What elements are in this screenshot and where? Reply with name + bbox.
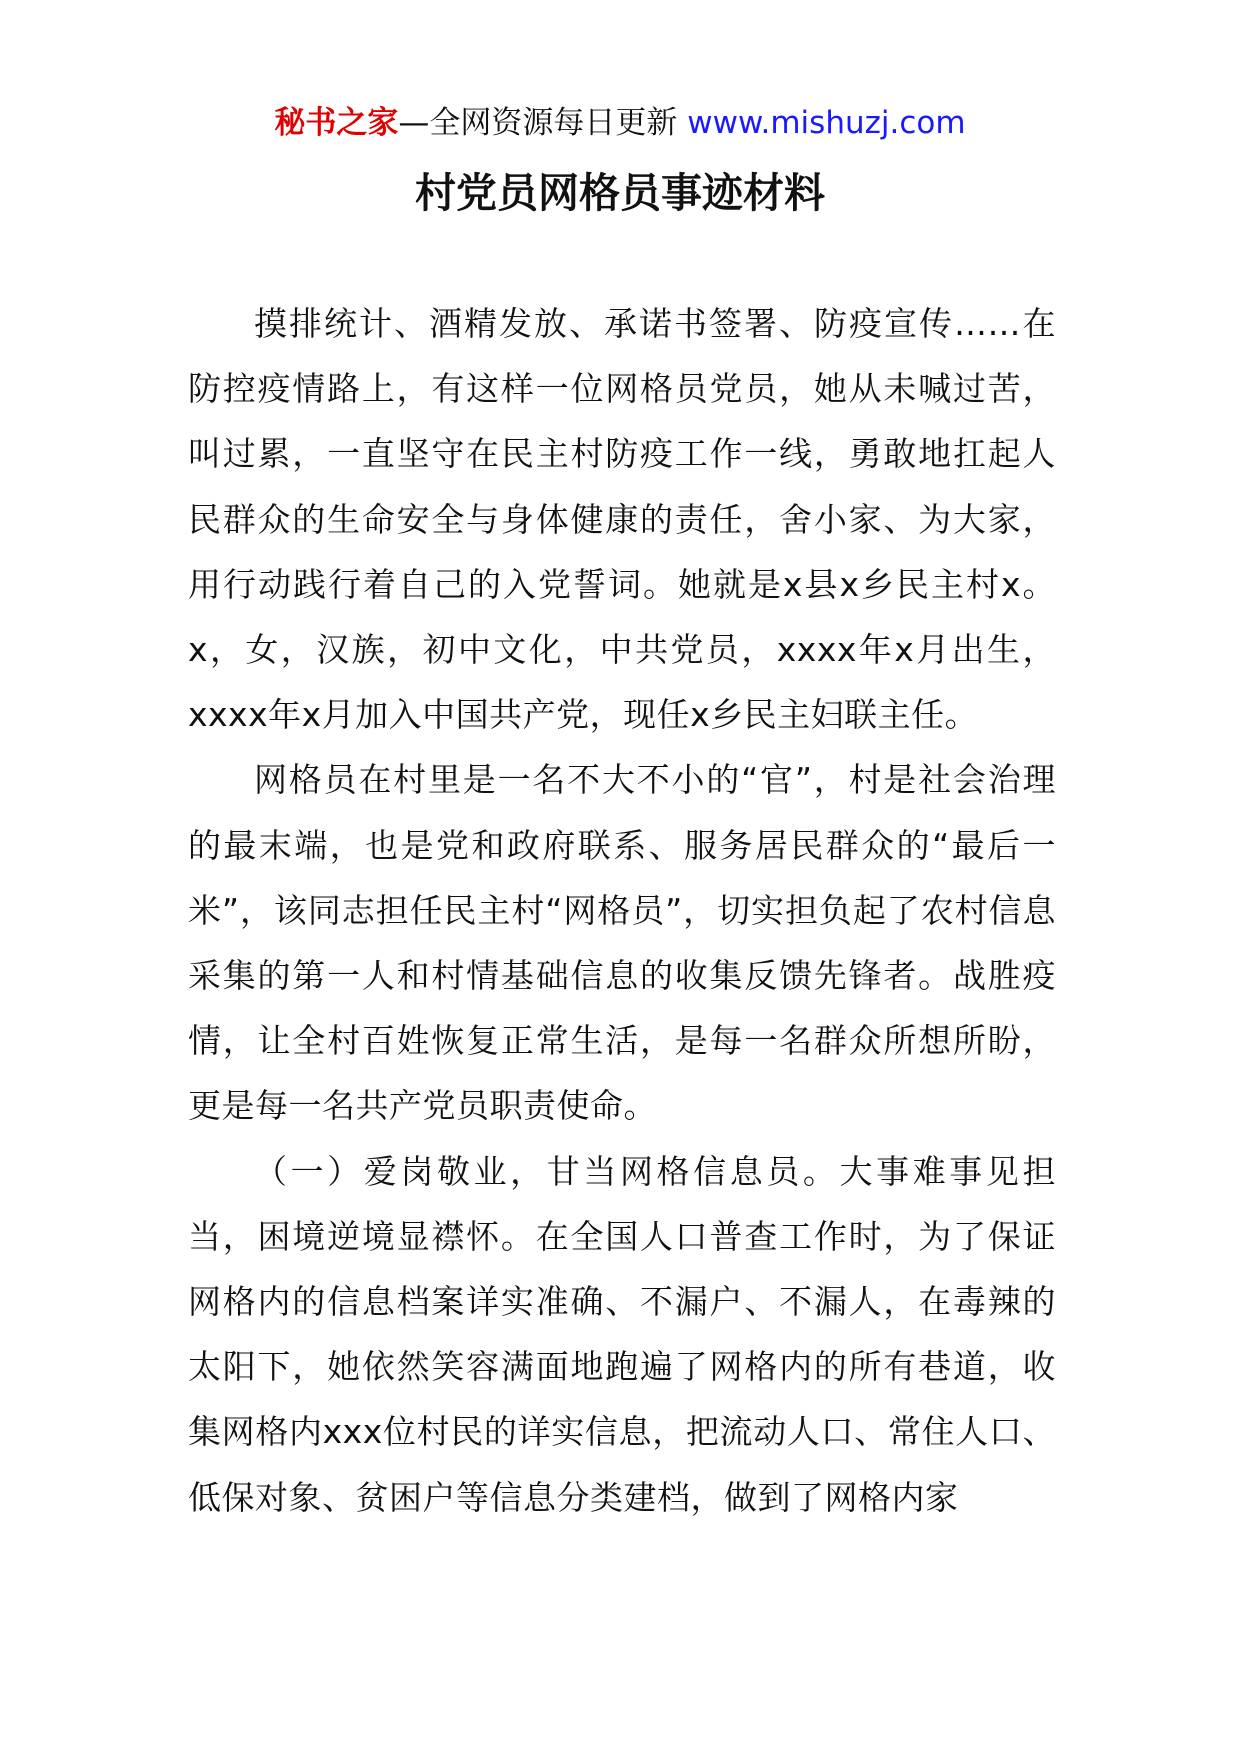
paragraph-section-one: （一）爱岗敬业，甘当网格信息员。大事难事见担当，困境逆境显襟怀。在全国人口普查工作时，为了保证网格内的信息档案详实准确、不漏户、不漏人，在毒辣的太阳下，她依然笑容满面地跑遍了网格内的所有巷道，收集网格内xxx位村民的详实信息，把流动人口、常住人口、低保对象、贫困户等信息分类建档，做到了网格内家	[188, 1151, 1056, 1517]
document-title: 村党员网格员事迹材料	[415, 169, 825, 217]
site-url-link[interactable]: www.mishuzj.com	[687, 105, 966, 141]
brand-name: 秘书之家	[274, 105, 399, 141]
paragraph-role: 网格员在村里是一名不大不小的“官”，村是社会治理的最末端，也是党和政府联系、服务居民群众的“最后一米”，该同志担任民主村“网格员”，切实担负起了农村信息采集的第一人和村情基础信息的收集反馈先锋者。战胜疫情，让全村百姓恢复正常生活，是每一名群众所想所盼，更是每一名共产党员职责使命。	[188, 760, 1056, 1126]
paragraph-intro: 摸排统计、酒精发放、承诺书签署、防疫宣传……在防控疫情路上，有这样一位网格员党员，她从未喊过苦，叫过累，一直坚守在民主村防疫工作一线，勇敢地扛起人民群众的生命安全与身体健康的责任，舍小家、为大家，用行动践行着自己的入党誓词。她就是x县x乡民主村x。x，女，汉族，初中文化，中共党员，xxxx年x月出生，xxxx年x月加入中国共产党，现任x乡民主妇联主任。	[188, 304, 1056, 735]
document-body	[188, 291, 1056, 1530]
site-banner	[0, 100, 1240, 146]
banner-tagline: —全网资源每日更新	[398, 105, 688, 141]
